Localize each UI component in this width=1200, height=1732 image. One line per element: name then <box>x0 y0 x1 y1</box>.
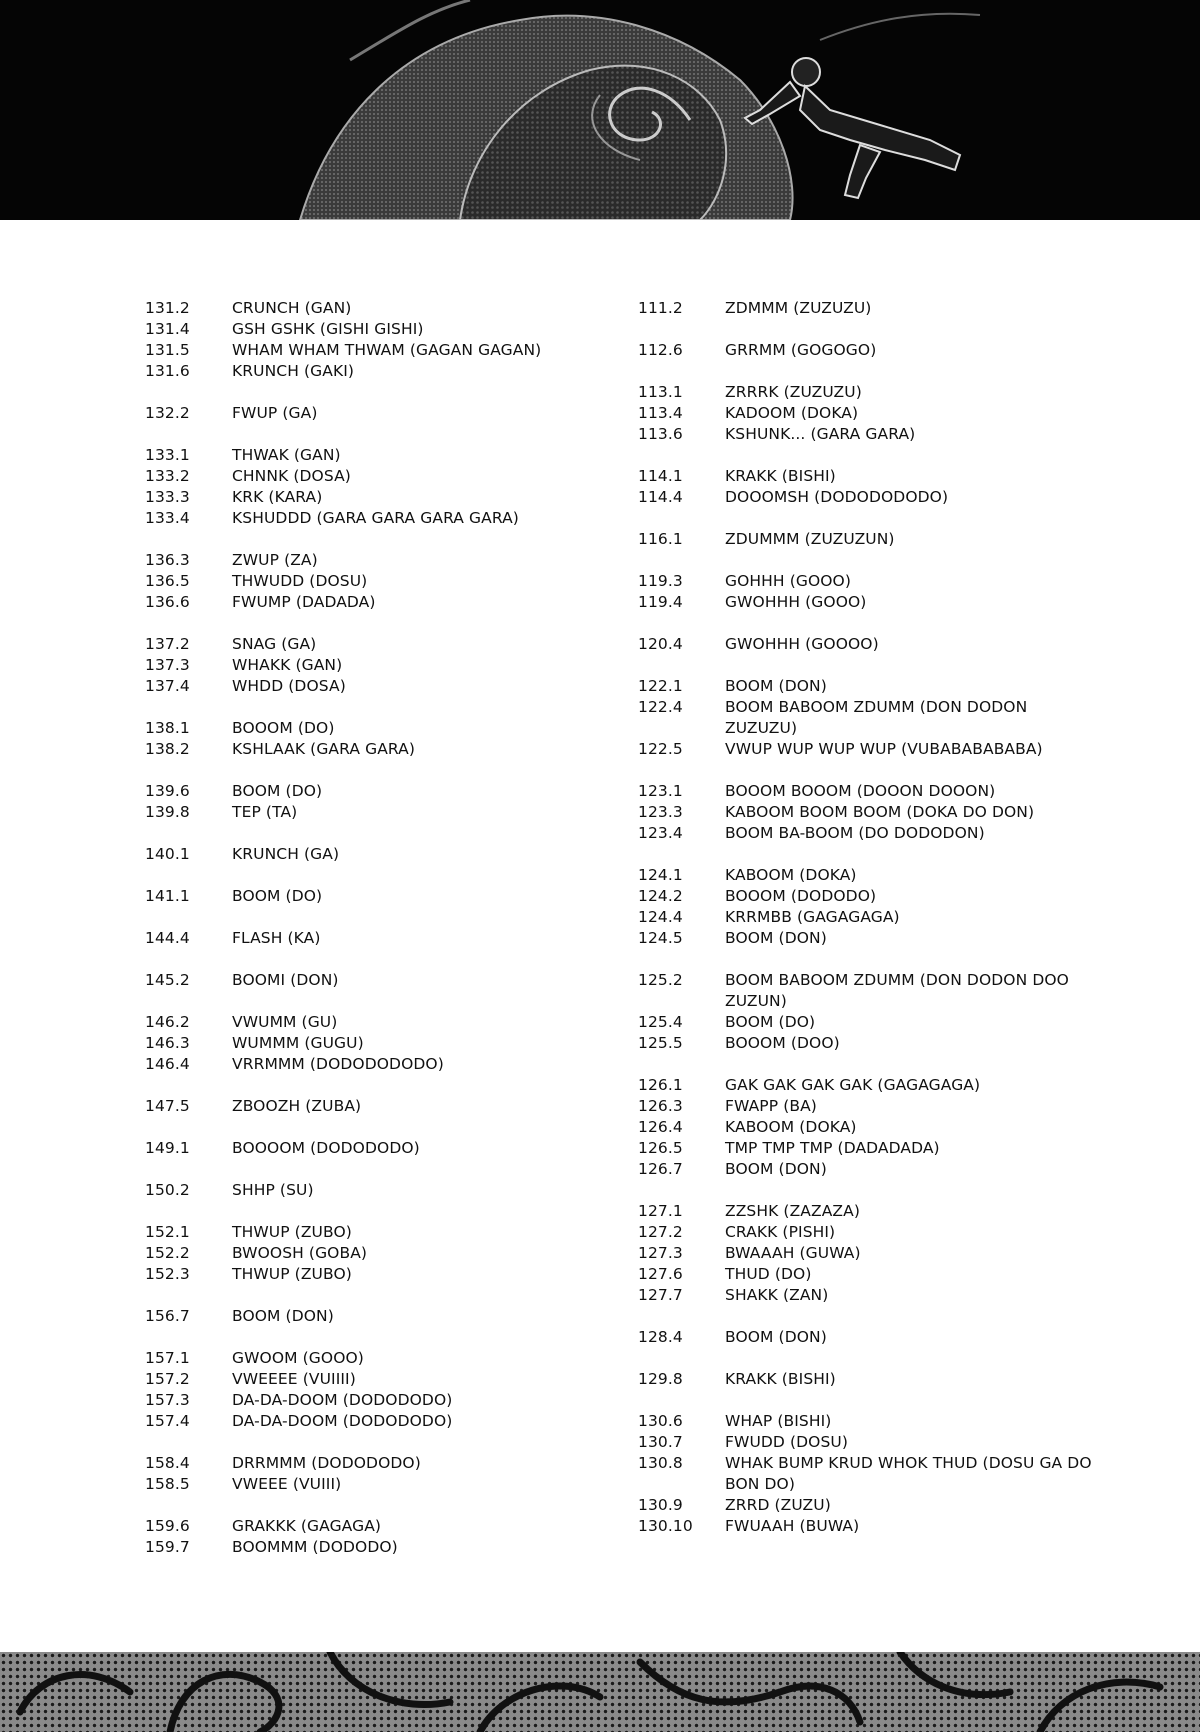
sfx-page-number: 127.2 <box>638 1223 683 1241</box>
sfx-group <box>638 382 1098 445</box>
sfx-sound-translation: BOOOM (DO) <box>232 719 335 737</box>
sfx-sound-translation: CRUNCH (GAN) <box>232 299 352 317</box>
sfx-sound-translation: BOOMMM (DODODO) <box>232 1538 398 1556</box>
sfx-page-number: 116.1 <box>638 530 683 548</box>
sfx-sound-translation: DA-DA-DOOM (DODODODO) <box>232 1412 453 1430</box>
sfx-sound-translation: KABOOM (DOKA) <box>725 1118 857 1136</box>
sfx-entry <box>145 1306 585 1327</box>
sfx-group <box>145 1516 585 1558</box>
sfx-page-number: 125.2 <box>638 971 683 989</box>
sfx-entry <box>145 466 585 487</box>
sfx-page-number: 124.4 <box>638 908 683 926</box>
sfx-entry <box>638 466 1098 487</box>
sfx-page-number: 136.3 <box>145 551 190 569</box>
sfx-entry <box>638 424 1098 445</box>
sfx-entry <box>638 697 1098 739</box>
sfx-sound-translation: WHAKK (GAN) <box>232 656 343 674</box>
sfx-page-number: 158.4 <box>145 1454 190 1472</box>
sfx-entry <box>145 1264 585 1285</box>
sfx-page-number: 122.4 <box>638 698 683 716</box>
sfx-entry <box>638 928 1098 949</box>
sfx-sound-translation: KABOOM (DOKA) <box>725 866 857 884</box>
sfx-entry <box>145 361 585 382</box>
sfx-entry <box>638 592 1098 613</box>
sfx-entry <box>145 1138 585 1159</box>
sfx-group <box>145 970 585 991</box>
sfx-entry <box>145 781 585 802</box>
sfx-sound-translation: BWOOSH (GOBA) <box>232 1244 368 1262</box>
sfx-sound-translation: WHAK BUMP KRUD WHOK THUD (DOSU GA DO BON DO) <box>725 1454 1092 1493</box>
sfx-list-left-column <box>145 298 585 1579</box>
sfx-page-number: 124.2 <box>638 887 683 905</box>
sfx-page-number: 133.1 <box>145 446 190 464</box>
sfx-page-number: 123.4 <box>638 824 683 842</box>
sfx-sound-translation: KRAKK (BISHI) <box>725 1370 836 1388</box>
sfx-entry <box>638 907 1098 928</box>
sfx-entry <box>638 1096 1098 1117</box>
sfx-group <box>145 1096 585 1117</box>
sfx-entry <box>638 1264 1098 1285</box>
sfx-group <box>145 1306 585 1327</box>
sfx-sound-translation: WHAP (BISHI) <box>725 1412 832 1430</box>
sfx-group <box>638 676 1098 760</box>
sfx-sound-translation: KSHUDDD (GARA GARA GARA GARA) <box>232 509 519 527</box>
sfx-page-number: 122.1 <box>638 677 683 695</box>
sfx-entry <box>638 1222 1098 1243</box>
sfx-sound-translation: KADOOM (DOKA) <box>725 404 859 422</box>
sfx-group <box>145 1453 585 1495</box>
sfx-sound-translation: GRRMM (GOGOGO) <box>725 341 877 359</box>
sfx-entry <box>145 1516 585 1537</box>
sfx-sound-translation: BOOM BABOOM ZDUMM (DON DODON DOO ZUZUN) <box>725 971 1069 1010</box>
sfx-group <box>638 340 1098 361</box>
sfx-sound-translation: THUD (DO) <box>725 1265 812 1283</box>
sfx-page-number: 152.1 <box>145 1223 190 1241</box>
sfx-sound-translation: ZDUMMM (ZUZUZUN) <box>725 530 895 548</box>
sfx-page-number: 157.3 <box>145 1391 190 1409</box>
sfx-sound-translation: KSHLAAK (GARA GARA) <box>232 740 416 758</box>
sfx-page-number: 132.2 <box>145 404 190 422</box>
sfx-page-number: 124.5 <box>638 929 683 947</box>
sfx-sound-translation: BOOOM (DOO) <box>725 1034 840 1052</box>
sfx-entry <box>638 529 1098 550</box>
sfx-sound-translation: VWUP WUP WUP WUP (VUBABABABABA) <box>725 740 1043 758</box>
sfx-page-number: 144.4 <box>145 929 190 947</box>
sfx-group <box>638 970 1098 1054</box>
sfx-group <box>145 781 585 823</box>
sfx-sound-translation: ZZSHK (ZAZAZA) <box>725 1202 860 1220</box>
sfx-group <box>145 1222 585 1285</box>
sfx-entry <box>638 298 1098 319</box>
sfx-group <box>638 466 1098 508</box>
sfx-sound-translation: BOOM (DO) <box>232 887 323 905</box>
header-artwork-drawing <box>0 0 1200 220</box>
sfx-page-number: 136.5 <box>145 572 190 590</box>
sfx-entry <box>638 1033 1098 1054</box>
sfx-group <box>638 634 1098 655</box>
sfx-sound-translation: SHHP (SU) <box>232 1181 314 1199</box>
sfx-entry <box>638 1432 1098 1453</box>
sfx-page-number: 128.4 <box>638 1328 683 1346</box>
sfx-entry <box>638 1243 1098 1264</box>
sfx-page-number: 130.9 <box>638 1496 683 1514</box>
sfx-sound-translation: BOOM BA-BOOM (DO DODODON) <box>725 824 985 842</box>
sfx-group <box>145 298 585 382</box>
sfx-sound-translation: BOOOM BOOOM (DOOON DOOON) <box>725 782 996 800</box>
sfx-page-number: 133.2 <box>145 467 190 485</box>
sfx-entry <box>638 1453 1098 1495</box>
sfx-sound-translation: KRUNCH (GAKI) <box>232 362 355 380</box>
sfx-page-number: 146.4 <box>145 1055 190 1073</box>
sfx-page-number: 123.1 <box>638 782 683 800</box>
sfx-entry <box>638 571 1098 592</box>
sfx-entry <box>638 823 1098 844</box>
sfx-page-number: 137.3 <box>145 656 190 674</box>
sfx-page-number: 140.1 <box>145 845 190 863</box>
sfx-page-number: 157.4 <box>145 1412 190 1430</box>
sfx-page-number: 130.8 <box>638 1454 683 1472</box>
sfx-page-number: 130.6 <box>638 1412 683 1430</box>
sfx-page-number: 124.1 <box>638 866 683 884</box>
sfx-sound-translation: BOOM (DON) <box>725 929 827 947</box>
sfx-page-number: 137.4 <box>145 677 190 695</box>
sfx-entry <box>145 340 585 361</box>
sfx-page-number: 113.6 <box>638 425 683 443</box>
sfx-entry <box>638 802 1098 823</box>
sfx-page-number: 137.2 <box>145 635 190 653</box>
sfx-page-number: 145.2 <box>145 971 190 989</box>
sfx-entry <box>638 403 1098 424</box>
sfx-group <box>638 865 1098 949</box>
sfx-sound-translation: ZRRRK (ZUZUZU) <box>725 383 862 401</box>
sfx-sound-translation: KRUNCH (GA) <box>232 845 340 863</box>
sfx-sound-translation: ZBOOZH (ZUBA) <box>232 1097 362 1115</box>
sfx-page-number: 152.2 <box>145 1244 190 1262</box>
sfx-sound-translation: FLASH (KA) <box>232 929 321 947</box>
sfx-entry <box>145 676 585 697</box>
sfx-entry <box>145 319 585 340</box>
sfx-sound-translation: THWUDD (DOSU) <box>232 572 368 590</box>
sfx-sound-translation: BOOOM (DODODO) <box>725 887 877 905</box>
sfx-entry <box>145 403 585 424</box>
sfx-page-number: 133.3 <box>145 488 190 506</box>
sfx-page-number: 127.3 <box>638 1244 683 1262</box>
sfx-entry <box>145 1180 585 1201</box>
sfx-entry <box>638 1369 1098 1390</box>
sfx-page-number: 111.2 <box>638 299 683 317</box>
sfx-group <box>638 1411 1098 1537</box>
sfx-entry <box>638 1012 1098 1033</box>
sfx-sound-translation: BOOMI (DON) <box>232 971 339 989</box>
sfx-page-number: 158.5 <box>145 1475 190 1493</box>
sfx-sound-translation: BOOM (DON) <box>232 1307 334 1325</box>
sfx-group <box>145 403 585 424</box>
sfx-sound-translation: WUMMM (GUGU) <box>232 1034 364 1052</box>
sfx-group <box>145 634 585 697</box>
sfx-group <box>638 1369 1098 1390</box>
sfx-sound-translation: THWUP (ZUBO) <box>232 1223 352 1241</box>
sfx-group <box>638 529 1098 550</box>
sfx-page-number: 119.3 <box>638 572 683 590</box>
sfx-page-number: 138.1 <box>145 719 190 737</box>
sfx-sound-translation: CHNNK (DOSA) <box>232 467 351 485</box>
sfx-entry <box>145 1474 585 1495</box>
sfx-sound-translation: DRRMMM (DODODODO) <box>232 1454 421 1472</box>
sfx-entry <box>145 1537 585 1558</box>
sfx-sound-translation: SHAKK (ZAN) <box>725 1286 829 1304</box>
sfx-sound-translation: GWOHHH (GOOO) <box>725 593 867 611</box>
sfx-sound-translation: FWAPP (BA) <box>725 1097 817 1115</box>
sfx-page-number: 127.7 <box>638 1286 683 1304</box>
sfx-entry <box>145 508 585 529</box>
sfx-sound-translation: VWEEEE (VUIIII) <box>232 1370 356 1388</box>
sfx-sound-translation: TMP TMP TMP (DADADADA) <box>725 1139 940 1157</box>
sfx-group <box>145 445 585 529</box>
sfx-entry <box>638 1285 1098 1306</box>
sfx-entry <box>145 1096 585 1117</box>
sfx-page-number: 159.6 <box>145 1517 190 1535</box>
sfx-group <box>145 550 585 613</box>
sfx-sound-translation: BOOM (DON) <box>725 1160 827 1178</box>
sfx-entry <box>145 739 585 760</box>
sfx-sound-translation: FWUAAH (BUWA) <box>725 1517 860 1535</box>
sfx-entry <box>145 928 585 949</box>
sfx-group <box>145 1138 585 1159</box>
sfx-page-number: 113.4 <box>638 404 683 422</box>
sfx-sound-translation: BOOM (DON) <box>725 1328 827 1346</box>
sfx-group <box>638 298 1098 319</box>
sfx-entry <box>145 634 585 655</box>
sfx-entry <box>145 802 585 823</box>
sfx-entry <box>145 298 585 319</box>
sfx-entry <box>638 487 1098 508</box>
sfx-entry <box>145 718 585 739</box>
sfx-page-number: 119.4 <box>638 593 683 611</box>
sfx-group <box>145 1348 585 1432</box>
sfx-page-number: 131.6 <box>145 362 190 380</box>
sfx-entry <box>145 1348 585 1369</box>
sfx-page-number: 149.1 <box>145 1139 190 1157</box>
sfx-page-number: 113.1 <box>638 383 683 401</box>
sfx-entry <box>638 739 1098 760</box>
sfx-page-number: 122.5 <box>638 740 683 758</box>
sfx-sound-translation: BOOOOM (DODODODO) <box>232 1139 420 1157</box>
sfx-sound-translation: FWUDD (DOSU) <box>725 1433 848 1451</box>
sfx-page-number: 141.1 <box>145 887 190 905</box>
sfx-sound-translation: BOOM (DO) <box>232 782 323 800</box>
footer-halftone-artwork <box>0 1652 1200 1732</box>
sfx-sound-translation: GOHHH (GOOO) <box>725 572 852 590</box>
sfx-sound-translation: GWOOM (GOOO) <box>232 1349 364 1367</box>
sfx-entry <box>145 487 585 508</box>
sfx-group <box>145 886 585 907</box>
sfx-entry <box>145 571 585 592</box>
sfx-page-number: 126.4 <box>638 1118 683 1136</box>
sfx-entry <box>145 1012 585 1033</box>
sfx-entry <box>145 1369 585 1390</box>
sfx-group <box>638 1075 1098 1180</box>
sfx-sound-translation: ZRRD (ZUZU) <box>725 1496 831 1514</box>
sfx-entry <box>638 865 1098 886</box>
sfx-entry <box>145 970 585 991</box>
sfx-sound-translation: VWUMM (GU) <box>232 1013 338 1031</box>
sfx-sound-translation: KRK (KARA) <box>232 488 323 506</box>
sfx-group <box>638 781 1098 844</box>
sfx-page-number: 114.1 <box>638 467 683 485</box>
sfx-page-number: 136.6 <box>145 593 190 611</box>
sfx-page-number: 146.2 <box>145 1013 190 1031</box>
sfx-page-number: 130.10 <box>638 1517 693 1535</box>
sfx-sound-translation: CRAKK (PISHI) <box>725 1223 836 1241</box>
sfx-group <box>145 1012 585 1075</box>
sfx-sound-translation: FWUMP (DADADA) <box>232 593 376 611</box>
sfx-entry <box>145 1222 585 1243</box>
sfx-entry <box>638 1117 1098 1138</box>
sfx-sound-translation: BOOM (DO) <box>725 1013 816 1031</box>
sfx-sound-translation: KRRMBB (GAGAGAGA) <box>725 908 900 926</box>
sfx-page-number: 125.4 <box>638 1013 683 1031</box>
sfx-page-number: 139.6 <box>145 782 190 800</box>
sfx-sound-translation: ZDMMM (ZUZUZU) <box>725 299 872 317</box>
sfx-entry <box>638 676 1098 697</box>
sfx-entry <box>638 886 1098 907</box>
sfx-entry <box>145 1390 585 1411</box>
sfx-page-number: 123.3 <box>638 803 683 821</box>
sfx-entry <box>145 1033 585 1054</box>
sfx-entry <box>638 1495 1098 1516</box>
sfx-sound-translation: GWOHHH (GOOOO) <box>725 635 879 653</box>
sfx-entry <box>145 655 585 676</box>
sfx-sound-translation: BOOM (DON) <box>725 677 827 695</box>
sfx-entry <box>145 1054 585 1075</box>
sfx-entry <box>145 844 585 865</box>
sfx-group <box>638 571 1098 613</box>
sfx-group <box>638 1201 1098 1306</box>
sfx-page-number: 156.7 <box>145 1307 190 1325</box>
sfx-page-number: 157.2 <box>145 1370 190 1388</box>
sfx-page-number: 157.1 <box>145 1349 190 1367</box>
sfx-entry <box>638 382 1098 403</box>
sfx-entry <box>638 340 1098 361</box>
sfx-page-number: 126.7 <box>638 1160 683 1178</box>
sfx-sound-translation: BWAAAH (GUWA) <box>725 1244 861 1262</box>
sfx-page-number: 126.3 <box>638 1097 683 1115</box>
sfx-entry <box>638 1138 1098 1159</box>
sfx-page-number: 159.7 <box>145 1538 190 1556</box>
sfx-entry <box>145 592 585 613</box>
sfx-sound-translation: THWAK (GAN) <box>232 446 341 464</box>
sfx-entry <box>145 886 585 907</box>
sfx-page-number: 147.5 <box>145 1097 190 1115</box>
sfx-group <box>145 1180 585 1201</box>
sfx-sound-translation: DOOOMSH (DODODODODO) <box>725 488 949 506</box>
sfx-entry <box>145 1243 585 1264</box>
sfx-sound-translation: GSH GSHK (GISHI GISHI) <box>232 320 424 338</box>
sfx-page-number: 150.2 <box>145 1181 190 1199</box>
sfx-sound-translation: GRAKKK (GAGAGA) <box>232 1517 382 1535</box>
sfx-page-number: 146.3 <box>145 1034 190 1052</box>
sfx-group <box>638 1327 1098 1348</box>
sfx-page-number: 152.3 <box>145 1265 190 1283</box>
sfx-page-number: 131.5 <box>145 341 190 359</box>
sfx-entry <box>145 445 585 466</box>
sfx-page-number: 131.4 <box>145 320 190 338</box>
sfx-entry <box>638 634 1098 655</box>
sfx-entry <box>638 1411 1098 1432</box>
sfx-page-number: 133.4 <box>145 509 190 527</box>
sfx-page-number: 126.1 <box>638 1076 683 1094</box>
sfx-group <box>145 844 585 865</box>
sfx-page-number: 127.6 <box>638 1265 683 1283</box>
sfx-sound-translation: KRAKK (BISHI) <box>725 467 836 485</box>
sfx-entry <box>145 1411 585 1432</box>
sfx-page-number: 114.4 <box>638 488 683 506</box>
sfx-page-number: 130.7 <box>638 1433 683 1451</box>
sfx-page-number: 127.1 <box>638 1202 683 1220</box>
sfx-entry <box>145 550 585 571</box>
sfx-group <box>145 718 585 760</box>
sfx-page-number: 138.2 <box>145 740 190 758</box>
sfx-sound-translation: KABOOM BOOM BOOM (DOKA DO DON) <box>725 803 1035 821</box>
sfx-page-number: 126.5 <box>638 1139 683 1157</box>
sfx-entry <box>638 1201 1098 1222</box>
sfx-sound-translation: VRRMMM (DODODODODO) <box>232 1055 444 1073</box>
sfx-sound-translation: WHAM WHAM THWAM (GAGAN GAGAN) <box>232 341 542 359</box>
sfx-page-number: 125.5 <box>638 1034 683 1052</box>
sfx-sound-translation: FWUP (GA) <box>232 404 318 422</box>
sfx-entry <box>638 970 1098 1012</box>
sfx-sound-translation: BOOM BABOOM ZDUMM (DON DODON ZUZUZU) <box>725 698 1028 737</box>
sfx-entry <box>638 1516 1098 1537</box>
sfx-sound-translation: WHDD (DOSA) <box>232 677 346 695</box>
sfx-entry <box>638 1075 1098 1096</box>
sfx-sound-translation: DA-DA-DOOM (DODODODO) <box>232 1391 453 1409</box>
sfx-page-number: 120.4 <box>638 635 683 653</box>
sfx-page-number: 112.6 <box>638 341 683 359</box>
sfx-page-number: 139.8 <box>145 803 190 821</box>
sfx-entry <box>145 1453 585 1474</box>
sfx-sound-translation: TEP (TA) <box>232 803 298 821</box>
sfx-entry <box>638 781 1098 802</box>
sfx-sound-translation: KSHUNK... (GARA GARA) <box>725 425 916 443</box>
header-manga-artwork <box>0 0 1200 220</box>
sfx-sound-translation: THWUP (ZUBO) <box>232 1265 352 1283</box>
footer-artwork-drawing <box>0 1652 1200 1732</box>
sfx-page-number: 129.8 <box>638 1370 683 1388</box>
sfx-sound-translation: SNAG (GA) <box>232 635 317 653</box>
sfx-page-number: 131.2 <box>145 299 190 317</box>
sfx-sound-translation: GAK GAK GAK GAK (GAGAGAGA) <box>725 1076 981 1094</box>
sfx-list-right-column <box>638 298 1098 1558</box>
sfx-sound-translation: ZWUP (ZA) <box>232 551 318 569</box>
sfx-entry <box>638 1327 1098 1348</box>
sfx-entry <box>638 1159 1098 1180</box>
sfx-sound-translation: VWEEE (VUIII) <box>232 1475 342 1493</box>
sfx-group <box>145 928 585 949</box>
